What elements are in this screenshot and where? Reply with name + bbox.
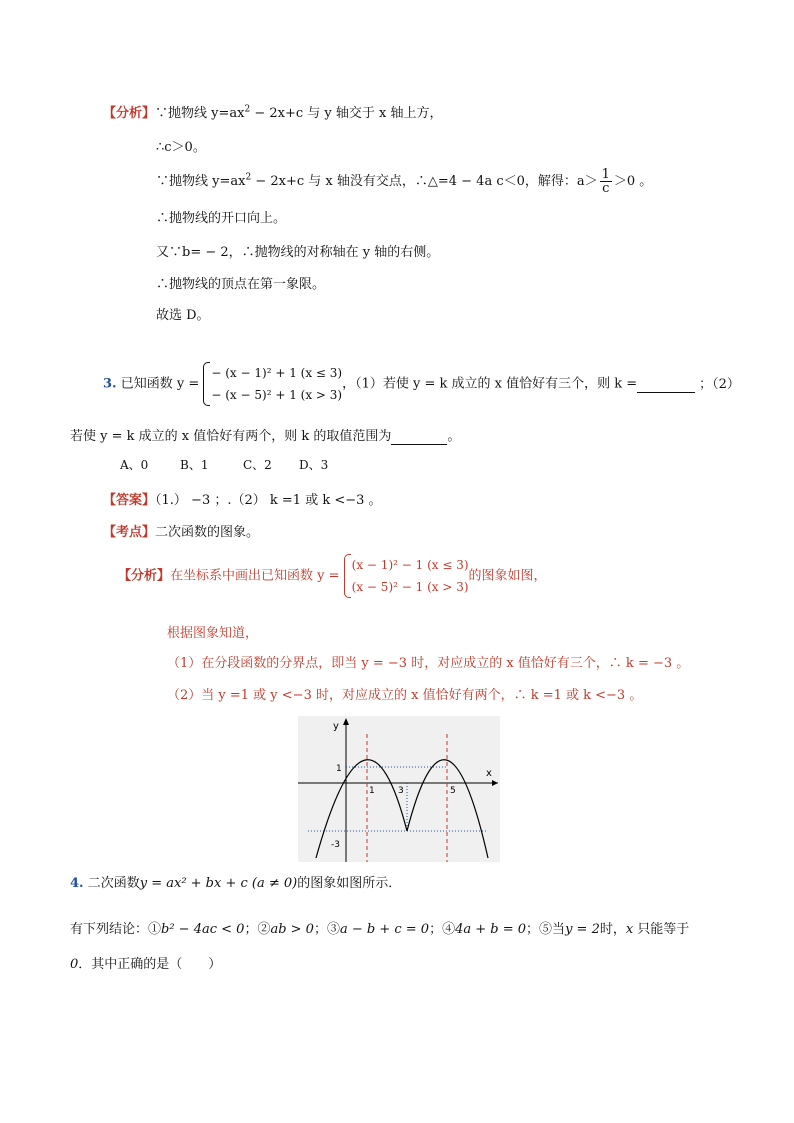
analysis-line-2: ∴c＞0。 — [156, 140, 206, 155]
question-number: 4. — [70, 876, 84, 891]
formula: y = ax² + bx + c (a ≠ 0) — [139, 876, 298, 891]
analysis-line-3: ∵抛物线 $y=ax^2 - 2x+c$ 与 x 轴没有交点，∴△=4 − 4a c＜0，解得：a＞ $\frac{1}{c}$ ＞0 。 — [156, 167, 653, 196]
tick-label-x1: 1 — [369, 786, 375, 796]
conclusion-4: 4a + b = 0 — [455, 922, 527, 937]
piecewise-function: (x − 1)² − 1 (x ≤ 3) (x − 5)² − 1 (x > 3) — [344, 554, 469, 598]
x-axis-label: x — [486, 768, 492, 779]
answer-blank-2 — [391, 429, 447, 445]
brace-icon — [344, 554, 351, 598]
question-number: 3. — [103, 376, 117, 392]
analysis-line-5: 又∵b= − 2，∴抛物线的对称轴在 y 轴的右侧。 — [156, 245, 440, 260]
analysis-tag: 【分析】 — [118, 568, 171, 584]
question-3-line-2: 若使 y = k 成立的 x 值恰好有两个，则 k 的取值范围为 。 — [70, 429, 461, 444]
conclusion-1: b² − 4ac < 0 — [161, 922, 245, 937]
analysis-3-intro: 【分析】在坐标系中画出已知函数 y = (x − 1)² − 1 (x ≤ 3) (x − 5)² − 1 (x > 3) 的图象如图， — [118, 554, 547, 598]
tick-label-y1: 1 — [336, 764, 342, 774]
tick-label-y-neg3: -3 — [331, 840, 340, 850]
conclusion-2: ab > 0 — [270, 922, 314, 937]
y-axis-label: y — [333, 721, 339, 732]
answer-tag: 【答案】 — [103, 493, 156, 508]
analysis-line-1: 【分析】∵抛物线 $y=ax^2 - 2x+c$ 与 y 轴交于 x 轴上方， — [103, 104, 443, 121]
analysis-line-4: ∴抛物线的开口向上。 — [156, 211, 287, 226]
kaodian-tag: 【考点】 — [103, 525, 156, 540]
answer-blank-1 — [637, 377, 695, 393]
question-4-stem: 4. 二次函数y = ax² + bx + c (a ≠ 0)的图象如图所示． — [70, 876, 402, 891]
analysis-line-7: 故选 D。 — [156, 308, 210, 323]
option-d: D、3 — [299, 458, 329, 472]
question-3-options — [120, 456, 328, 473]
analysis-3-line-1: 根据图象知道， — [167, 626, 259, 641]
tick-label-x3: 3 — [398, 786, 404, 796]
option-b: B、1 — [180, 458, 209, 472]
option-a: A、0 — [120, 458, 149, 472]
kaodian-line: 【考点】二次函数的图象。 — [103, 525, 260, 540]
analysis-tag: 【分析】 — [103, 106, 156, 121]
question-4-line-3: 0．其中正确的是（ ） — [70, 957, 222, 972]
analysis-3-line-2: （1）在分段函数的分界点，即当 y = −3 时，对应成立的 x 值恰好有三个，∴ k = −3 。 — [167, 656, 690, 671]
question-4-conclusions: 有下列结论：①b² − 4ac < 0；②ab > 0；③a − b + c = 0；④4a + b = 0；⑤当y = 2时，x 只能等于 — [70, 922, 690, 937]
analysis-3-line-3: （2）当 y =1 或 y <−3 时，对应成立的 x 值恰好有两个，∴ k =1 或 k <−3 。 — [167, 688, 643, 703]
tick-label-x5: 5 — [450, 786, 456, 796]
option-c: C、2 — [243, 458, 272, 472]
answer-line: 【答案】（1.） −3 ；.（2） k =1 或 k <−3 。 — [103, 493, 382, 508]
conclusion-3: a − b + c = 0 — [339, 922, 430, 937]
function-graph — [298, 716, 500, 862]
conclusion-5: y = 2 — [565, 922, 600, 937]
analysis-line-6: ∴抛物线的顶点在第一象限。 — [156, 277, 326, 292]
question-3-stem: 3. 已知函数 y = − (x − 1)² + 1 (x ≤ 3) − (x − 5)² + 1 (x > 3) ，（1）若使 y = k 成立的 x 值恰好有三个，则 k = ；（2） — [103, 362, 740, 406]
piecewise-function: − (x − 1)² + 1 (x ≤ 3) − (x − 5)² + 1 (x > 3) — [203, 362, 342, 406]
brace-icon — [203, 362, 210, 406]
fraction: $\frac{1}{c}$ — [601, 167, 610, 196]
